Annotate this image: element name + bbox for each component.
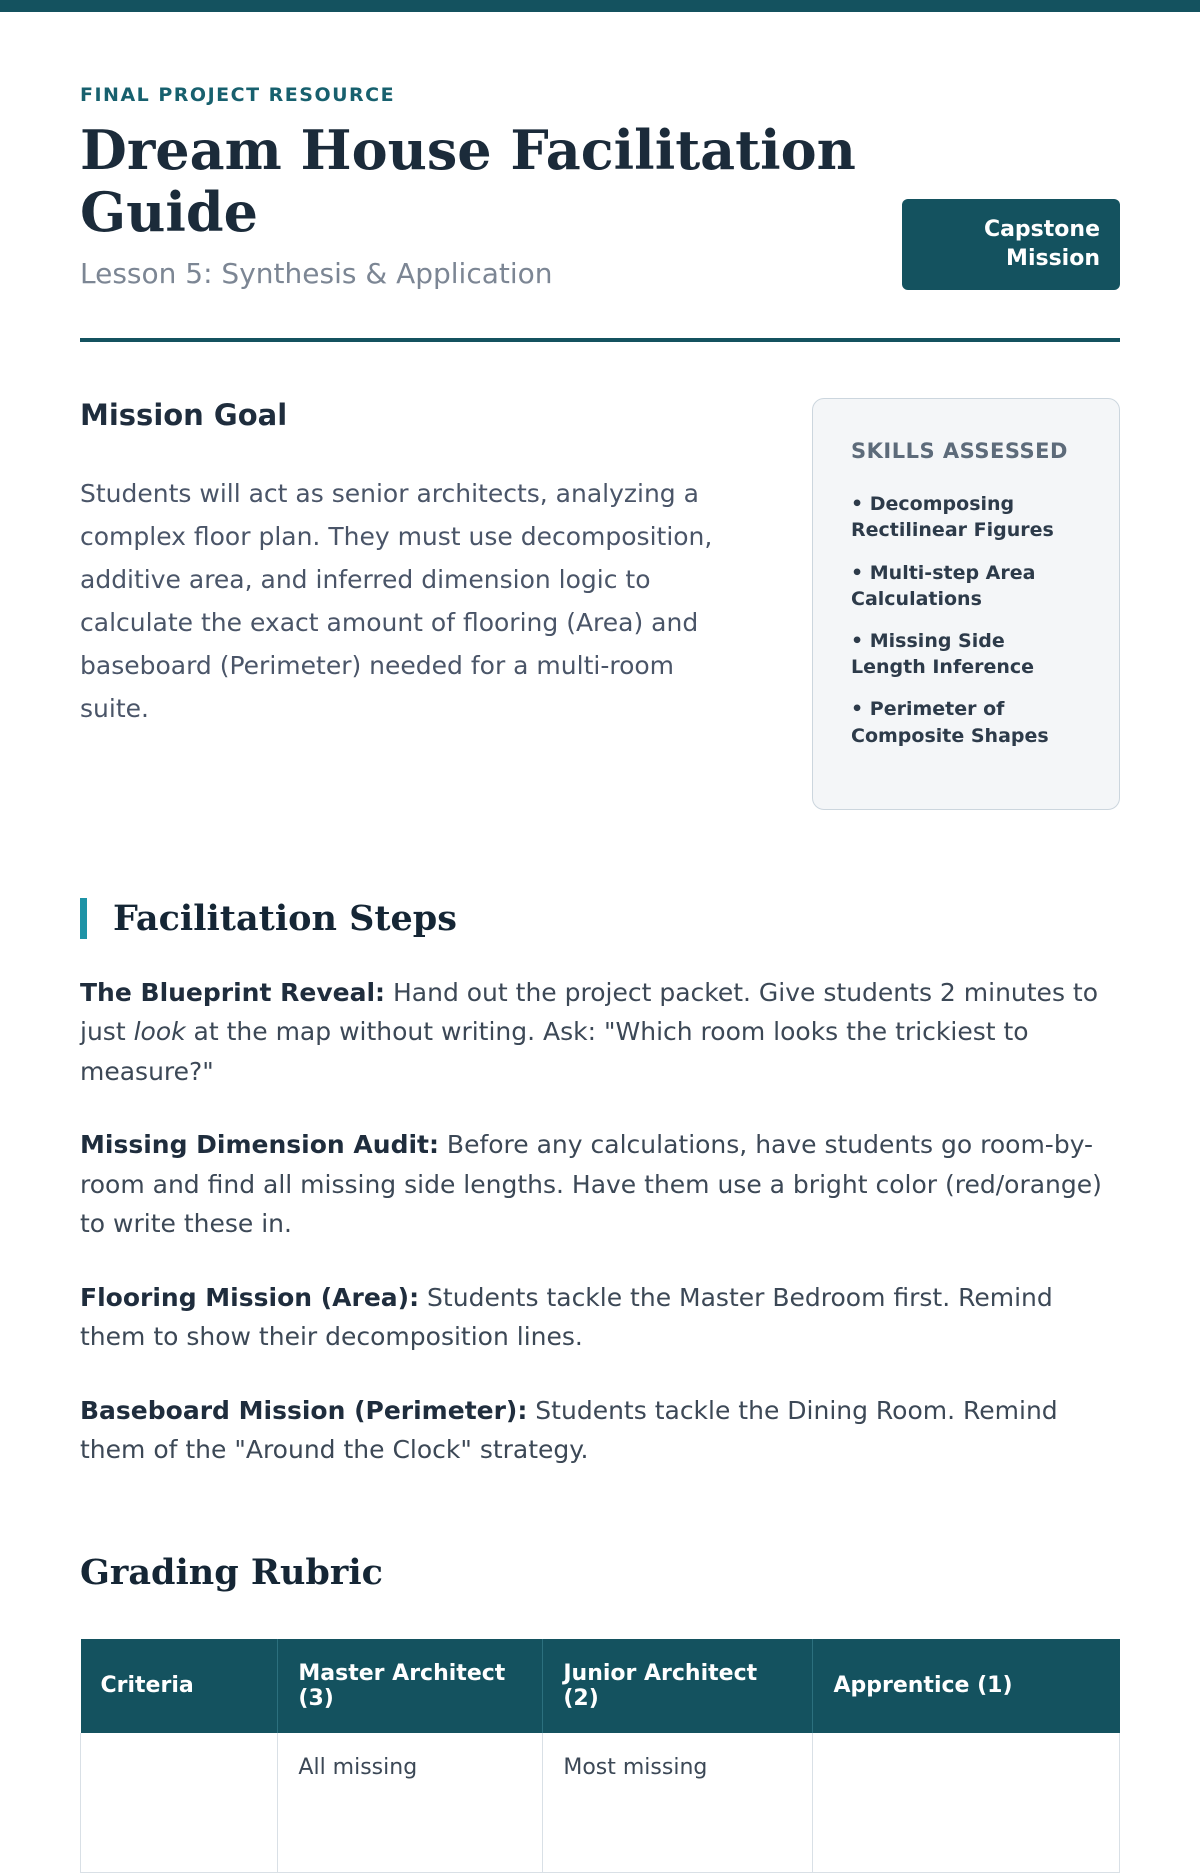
facilitation-steps-heading: Facilitation Steps — [80, 898, 1120, 939]
step-text: Students tackle the Master Bedroom first. Remind them to show their decomposition lines. — [80, 1282, 1053, 1352]
rubric-col-criteria: Criteria — [81, 1639, 278, 1733]
mission-goal-body: Students will act as senior architects, analyzing a complex floor plan. They must use decomposition, additive area, and inferred dimension logic to calculate the exact amount of flooring (Area) and baseboard (Perimeter) needed for a multi-room suite. — [80, 479, 713, 724]
rubric-cell: All missing — [278, 1733, 543, 1873]
page-subtitle: Lesson 5: Synthesis & Application — [80, 257, 553, 291]
mission-section — [80, 398, 1120, 810]
skills-list — [851, 491, 1083, 749]
skills-list-item: • Perimeter of Composite Shapes — [851, 696, 1083, 748]
step-lead: The Blueprint Reveal: — [80, 977, 386, 1007]
mission-goal-block — [80, 398, 750, 810]
capstone-mission-badge: Capstone Mission — [902, 199, 1120, 290]
title-block — [80, 120, 880, 290]
skills-list-item: • Missing Side Length Inference — [851, 628, 1083, 680]
step-text: Hand out the project packet. Give students 2 minutes to just — [80, 977, 1099, 1047]
facilitation-step-blueprint-reveal — [80, 973, 1120, 1092]
page-header — [80, 120, 1120, 290]
step-italic-word: look — [133, 1017, 186, 1047]
step-lead: Missing Dimension Audit: — [80, 1130, 439, 1160]
facilitation-step-flooring-mission — [80, 1278, 1120, 1357]
top-accent-bar — [0, 0, 1200, 12]
grading-rubric-table — [80, 1639, 1120, 1873]
step-lead: Flooring Mission (Area): — [80, 1282, 420, 1312]
eyebrow-label: FINAL PROJECT RESOURCE — [80, 84, 396, 106]
rubric-col-junior-architect: Junior Architect (2) — [543, 1639, 813, 1733]
skills-list-item: • Multi-step Area Calculations — [851, 560, 1083, 612]
rubric-cell-criteria — [81, 1733, 278, 1873]
facilitation-step-missing-dimension-audit — [80, 1125, 1120, 1244]
rubric-col-master-architect: Master Architect (3) — [278, 1639, 543, 1733]
rubric-header-row — [81, 1639, 1120, 1733]
skills-assessed-card — [812, 398, 1120, 810]
skills-assessed-heading: SKILLS ASSESSED — [851, 439, 1068, 464]
header-divider — [80, 338, 1120, 342]
step-lead: Baseboard Mission (Perimeter): — [80, 1395, 528, 1425]
step-text: Before any calculations, have students go room-by-room and find all missing side lengths. Have them use a bright color (red/orange) to write these in. — [80, 1130, 1102, 1239]
rubric-body-row — [81, 1733, 1120, 1873]
grading-rubric-heading: Grading Rubric — [80, 1551, 383, 1593]
rubric-cell: Most missing — [543, 1733, 813, 1873]
rubric-cell — [813, 1733, 1120, 1873]
step-text: Students tackle the Dining Room. Remind them of the "Around the Clock" strategy. — [80, 1395, 1058, 1465]
page-title: Dream House Facilitation Guide — [80, 118, 856, 244]
facilitation-step-baseboard-mission — [80, 1391, 1120, 1470]
mission-goal-heading: Mission Goal — [80, 398, 288, 433]
document-page — [0, 84, 1200, 1873]
skills-list-item: • Decomposing Rectilinear Figures — [851, 491, 1083, 543]
rubric-col-apprentice: Apprentice (1) — [813, 1639, 1120, 1733]
step-text: at the map without writing. Ask: "Which room looks the trickiest to measure?" — [80, 1017, 1029, 1086]
